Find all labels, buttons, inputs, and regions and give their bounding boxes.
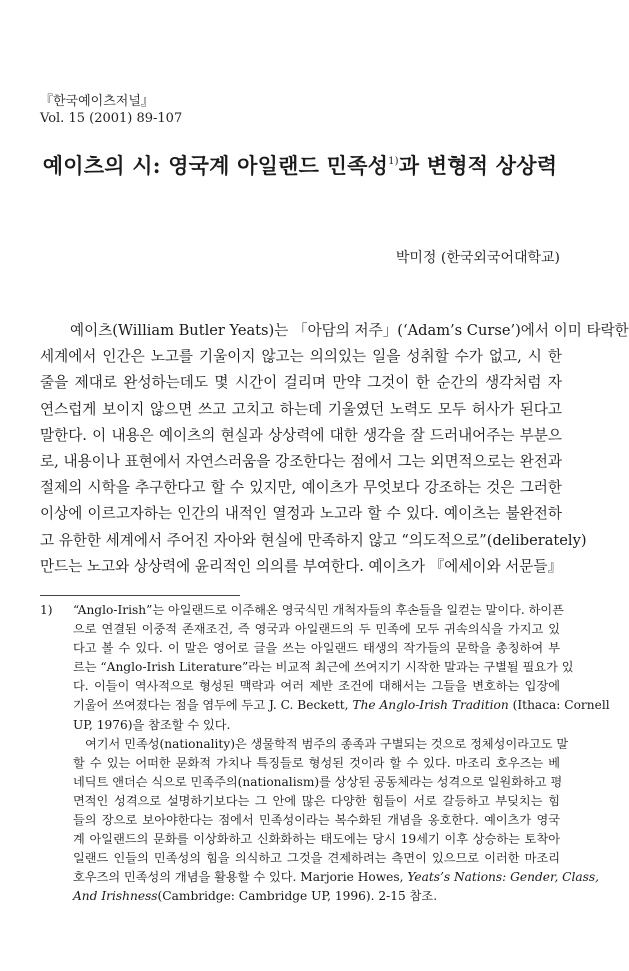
footnote-line: 일랜드 인들의 민족성의 힘을 의식하고 그것을 견제하려는 측면이 있으므로 이러한 마조리 — [73, 851, 560, 866]
footnote-line — [40, 868, 600, 887]
footnote-line: 들의 장으로 보아야한다는 점에서 민족성이라는 복수화된 개념을 옹호한다. 예이츠가 영국 — [73, 813, 560, 828]
title-tail: 과 변형적 상상력 — [398, 153, 558, 178]
journal-name: 『한국예이츠저널』 — [40, 94, 154, 109]
footnote-text: 호우즈의 민족성의 개념을 활용할 수 있다. Marjorie Howes, — [73, 870, 408, 885]
body-line: 절제의 시학을 추구한다고 할 수 있지만, 예이츠가 무엇보다 강조하는 것은 그러한 — [40, 479, 562, 497]
footnote-line: 다고 볼 수 있다. 이 말은 영어로 글을 쓰는 아일랜드 태생의 작가들의 문학을 총칭하여 부 — [73, 641, 560, 656]
journal-header — [40, 93, 182, 127]
body-line: 예이츠(William Butler Yeats)는 「아담의 저주」(‘Adam’s Curse’)에서 이미 타락한 — [70, 322, 629, 339]
footnotes — [40, 601, 610, 907]
footnote-line: 르는 “Anglo-Irish Literature”라는 비교적 최근에 쓰여지기 시작한 말과는 구별될 필요가 있 — [73, 660, 574, 675]
book-publisher: (Cambridge: Cambridge UP, 1996). 2-15 참조. — [157, 889, 438, 904]
book-publisher: (Ithaca: Cornell — [508, 698, 610, 713]
footnote-line: 여기서 민족성(nationality)은 생물학적 범주의 종족과 구별되는 것으로 정체성이라고도 말 — [85, 736, 569, 751]
footnote-line: 면적인 성격으로 설명하기보다는 그 안에 많은 다양한 힘들이 서로 갈등하고 부딪치는 힘 — [73, 793, 560, 808]
body-line: 로, 내용이나 표현에서 자연스러움을 강조한다는 점에서 그는 외면적으로는 완전과 — [40, 452, 562, 470]
footnote-text: 기울어 쓰여졌다는 점을 염두에 두고 J. C. Beckett, — [73, 698, 353, 713]
body-line: 이상에 이르고자하는 인간의 내적인 열정과 노고라 할 수 있다. 예이츠는 불완전하 — [40, 505, 562, 523]
footnote-line: 할 수 있는 어떠한 문화적 가치나 특징들로 형성된 것이라 할 수 있다. 마조리 호우즈는 베 — [73, 755, 560, 770]
body-line: 줄을 제대로 완성하는데도 몇 시간이 걸리며 만약 그것이 한 순간의 생각처럼 자 — [40, 374, 562, 392]
author-line: 박미정 (한국외국어대학교) — [395, 250, 560, 266]
book-title: And Irishness — [73, 889, 158, 904]
book-title: The Anglo-Irish Tradition — [352, 698, 509, 713]
footnote-line — [40, 696, 610, 715]
body-line: 말한다. 이 내용은 예이츠의 현실과 상상력에 대한 생각을 잘 드러내어주는 부분으 — [40, 426, 562, 444]
body-line: 고 유한한 세계에서 주어진 자아와 현실에 만족하지 않고 “의도적으로”(deliberately) — [40, 531, 587, 549]
footnote-line — [40, 887, 560, 906]
footnote-divider — [40, 595, 240, 596]
footnote-marker: 1) — [40, 603, 53, 617]
footnote-line: 네딕트 앤더슨 식으로 민족주의(nationalism)를 상상된 공동체라는 성격으로 일원화하고 평 — [73, 774, 563, 789]
paper-title — [30, 150, 570, 180]
footnote-line: 으로 연결된 이중적 존재조건, 즉 영국과 아일랜드의 두 민족에 모두 귀속의식을 가지고 있 — [73, 622, 560, 637]
footnote-line — [40, 601, 564, 620]
footnote-line: 계 아일랜드의 문화를 이상화하고 신화화하는 태도에는 당시 19세기 이후 상승하는 토착아 — [73, 832, 560, 847]
body-text — [40, 318, 629, 580]
body-line: 세계에서 인간은 노고를 기울이지 않고는 의의있는 일을 성취할 수가 없고, 시 한 — [40, 348, 562, 366]
journal-volume: Vol. 15 (2001) 89-107 — [40, 111, 183, 126]
body-line: 연스럽게 보이지 않으면 쓰고 고치고 하는데 기울였던 노력도 모두 허사가 된다고 — [40, 400, 562, 418]
footnote-text: “Anglo-Irish”는 아일랜드로 이주해온 영국식민 개척자들의 후손들을 일컫는 말이다. 하이픈 — [73, 603, 564, 617]
footnote-line: UP, 1976)을 참조할 수 있다. — [73, 717, 231, 732]
title-main: 예이츠의 시: 영국계 아일랜드 민족성 — [42, 153, 389, 178]
title-footnote-mark[interactable]: 1) — [388, 156, 399, 167]
book-title: Yeats’s Nations: Gender, Class, — [407, 870, 600, 885]
body-line: 만드는 노고와 상상력에 윤리적인 의의를 부여한다. 예이츠가 『에세이와 서문들』 — [40, 557, 563, 575]
footnote-line: 다. 이들이 역사적으로 형성된 맥락과 여러 제반 조건에 대해서는 그들을 변호하는 입장에 — [73, 679, 560, 694]
